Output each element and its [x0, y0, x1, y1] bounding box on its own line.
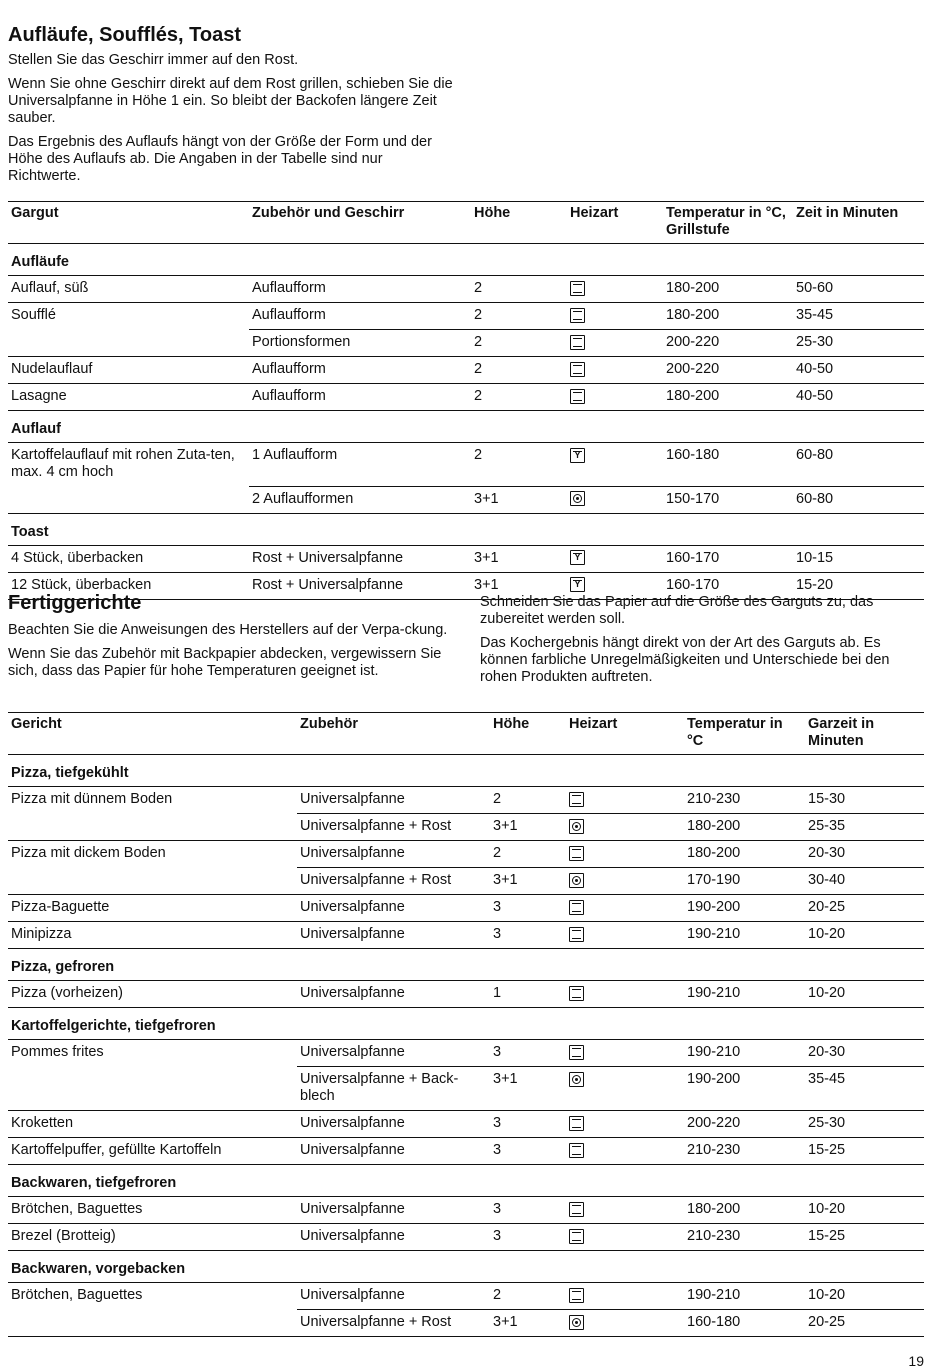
- table-cell: 3: [490, 895, 566, 922]
- table-cell: 15-30: [805, 787, 924, 814]
- heating-mode-cell: [566, 841, 684, 868]
- table-cell: Universalpfanne + Rost: [297, 814, 490, 841]
- heating-mode-cell: [566, 1138, 684, 1165]
- table-cell: 190-210: [684, 981, 805, 1008]
- heating-mode-cell: [566, 1224, 684, 1251]
- column-header: Garzeit in Minuten: [808, 716, 875, 749]
- top-bottom-heat-icon: [569, 1202, 584, 1217]
- top-bottom-heat-icon: [569, 900, 584, 915]
- table-cell: 150-170: [663, 486, 793, 513]
- circulating-grill-icon: [570, 577, 585, 592]
- table-cell: 190-210: [684, 1040, 805, 1067]
- table-cell: Minipizza: [8, 922, 297, 949]
- table-cell: Brezel (Brotteig): [8, 1224, 297, 1251]
- table-cell: [8, 1310, 297, 1337]
- table-cell: 200-220: [684, 1111, 805, 1138]
- table-cell: Universalpfanne: [297, 895, 490, 922]
- table-cell: 200-220: [663, 357, 793, 384]
- table-cell: 210-230: [684, 787, 805, 814]
- table-row: [8, 895, 924, 922]
- table-row: [8, 545, 924, 572]
- table-cell: 35-45: [793, 303, 924, 330]
- table-cell: 160-170: [663, 572, 793, 599]
- table-cell: 60-80: [793, 486, 924, 513]
- table-cell: 160-180: [684, 1310, 805, 1337]
- table-row: [8, 868, 924, 895]
- table-row: [8, 330, 924, 357]
- table-header-row: [8, 202, 924, 244]
- table-cell: Soufflé: [8, 303, 249, 330]
- heating-mode-cell: [566, 1283, 684, 1310]
- table-header-row: [8, 713, 924, 755]
- section1-title: Aufläufe, Soufflés, Toast: [8, 24, 241, 46]
- table-cell: 2: [471, 384, 567, 411]
- table-cell: 3: [490, 1111, 566, 1138]
- table-cell: 20-25: [805, 1310, 924, 1337]
- table-cell: Kartoffelauflauf mit rohen Zuta-ten, max. 4 cm hoch: [8, 443, 249, 487]
- top-bottom-heat-icon: [569, 927, 584, 942]
- table-cell: Brötchen, Baguettes: [8, 1283, 297, 1310]
- heating-mode-cell: [566, 1111, 684, 1138]
- table-cell: Universalpfanne: [297, 922, 490, 949]
- table-cell: 12 Stück, überbacken: [8, 572, 249, 599]
- table-row: [8, 1197, 924, 1224]
- table-row: [8, 1067, 924, 1111]
- table-cell: 190-200: [684, 1067, 805, 1111]
- table-cell: 210-230: [684, 1138, 805, 1165]
- table-cell: 20-30: [805, 1040, 924, 1067]
- table-row: [8, 841, 924, 868]
- heating-mode-cell: [567, 357, 663, 384]
- table-cell: 10-20: [805, 922, 924, 949]
- table-cell: 190-210: [684, 1283, 805, 1310]
- heating-mode-cell: [566, 1197, 684, 1224]
- table-section-heading: [8, 755, 924, 787]
- table-cell: 180-200: [684, 1197, 805, 1224]
- heating-mode-cell: [567, 330, 663, 357]
- table-cell: Universalpfanne: [297, 1197, 490, 1224]
- table-row: [8, 1310, 924, 1337]
- table-cell: 3: [490, 1040, 566, 1067]
- table-cell: 3+1: [471, 486, 567, 513]
- column-header: Höhe: [493, 716, 530, 732]
- table-cell: Auflaufform: [249, 384, 471, 411]
- top-bottom-heat-icon: [570, 389, 585, 404]
- table-cell: 10-20: [805, 1283, 924, 1310]
- table-cell: [8, 330, 249, 357]
- column-header: Höhe: [474, 205, 511, 221]
- table-cell: 50-60: [793, 276, 924, 303]
- table-cell: 160-180: [663, 443, 793, 487]
- table-cell: Lasagne: [8, 384, 249, 411]
- table-cell: 3+1: [490, 1310, 566, 1337]
- table-cell: 3+1: [490, 868, 566, 895]
- heating-mode-cell: [567, 443, 663, 487]
- section2-right-text: [480, 594, 924, 693]
- table-cell: Auflauf, süß: [8, 276, 249, 303]
- section1-paragraph: Stellen Sie das Geschirr immer auf den Rost.: [8, 52, 299, 68]
- heating-mode-cell: [567, 545, 663, 572]
- section-label: Backwaren, vorgebacken: [8, 1251, 924, 1283]
- table-cell: Universalpfanne: [297, 981, 490, 1008]
- table-cell: [8, 486, 249, 513]
- table-row: [8, 814, 924, 841]
- top-bottom-heat-icon: [570, 335, 585, 350]
- table-cell: 10-20: [805, 981, 924, 1008]
- circulating-grill-icon: [570, 550, 585, 565]
- table-row: [8, 1138, 924, 1165]
- section-label: Toast: [8, 513, 924, 545]
- column-header: Zubehör: [300, 716, 358, 732]
- column-header: Gericht: [11, 716, 62, 732]
- top-bottom-heat-icon: [569, 1045, 584, 1060]
- heating-mode-cell: [567, 303, 663, 330]
- table-cell: Pizza mit dickem Boden: [8, 841, 297, 868]
- table-cell: Universalpfanne: [297, 1138, 490, 1165]
- table-cell: 2: [490, 1283, 566, 1310]
- top-bottom-heat-icon: [569, 1229, 584, 1244]
- table-cell: 180-200: [684, 814, 805, 841]
- section-label: Backwaren, tiefgefroren: [8, 1165, 924, 1197]
- top-bottom-heat-icon: [570, 362, 585, 377]
- table-cell: Kroketten: [8, 1111, 297, 1138]
- table-cell: 190-200: [684, 895, 805, 922]
- table-cell: Universalpfanne + Rost: [297, 1310, 490, 1337]
- table-cell: 2: [471, 303, 567, 330]
- table-cell: 1 Auflaufform: [249, 443, 471, 487]
- top-bottom-heat-icon: [569, 792, 584, 807]
- section2-paragraph: Wenn Sie das Zubehör mit Backpapier abdecken, vergewissern Sie sich, dass das Papier für hohe Temperaturen geeignet ist.: [8, 646, 442, 679]
- table-cell: Universalpfanne + Back-blech: [297, 1067, 490, 1111]
- table-cell: Universalpfanne: [297, 1224, 490, 1251]
- column-header: Zeit in Minuten: [796, 205, 899, 221]
- table-cell: 180-200: [684, 841, 805, 868]
- section-label: Pizza, tiefgekühlt: [11, 765, 129, 781]
- table-cell: Rost + Universalpfanne: [249, 545, 471, 572]
- table-row: [8, 1040, 924, 1067]
- table-section-heading: [8, 1008, 924, 1040]
- hot-air-icon: [569, 819, 584, 834]
- table-cell: 3+1: [490, 1067, 566, 1111]
- column-header: Zubehör und Geschirr: [252, 205, 405, 221]
- table-cell: 4 Stück, überbacken: [8, 545, 249, 572]
- table-cell: 200-220: [663, 330, 793, 357]
- section2-left-text: [8, 622, 452, 687]
- table-cell: Pizza-Baguette: [8, 895, 297, 922]
- section2-title: Fertiggerichte: [8, 592, 142, 614]
- table-cell: [8, 1067, 297, 1111]
- table-cell: Auflaufform: [249, 303, 471, 330]
- table-cell: Universalpfanne: [297, 787, 490, 814]
- table-cell: 2: [471, 330, 567, 357]
- top-bottom-heat-icon: [569, 1116, 584, 1131]
- table-row: [8, 357, 924, 384]
- column-header: Temperatur in °C: [687, 716, 783, 749]
- table-cell: 3+1: [471, 545, 567, 572]
- hot-air-icon: [569, 1072, 584, 1087]
- table-cell: 25-30: [793, 330, 924, 357]
- table-cell: Nudelauflauf: [8, 357, 249, 384]
- heating-mode-cell: [566, 1067, 684, 1111]
- table-cell: 160-170: [663, 545, 793, 572]
- table-cell: Auflaufform: [249, 357, 471, 384]
- section-label: Auflauf: [8, 411, 924, 443]
- table-section-heading: [8, 513, 924, 545]
- table-cell: Pizza mit dünnem Boden: [8, 787, 297, 814]
- table-cell: 2 Auflaufformen: [249, 486, 471, 513]
- hot-air-icon: [570, 491, 585, 506]
- heating-mode-cell: [566, 814, 684, 841]
- table-cell: 25-30: [805, 1111, 924, 1138]
- table-cell: 210-230: [684, 1224, 805, 1251]
- table-cell: Pizza (vorheizen): [8, 981, 297, 1008]
- table-row: [8, 486, 924, 513]
- table-row: [8, 384, 924, 411]
- column-header: Heizart: [570, 205, 619, 221]
- table-cell: 3+1: [490, 814, 566, 841]
- table-cell: 180-200: [663, 303, 793, 330]
- table-cell: 3+1: [471, 572, 567, 599]
- table-cell: Universalpfanne: [297, 841, 490, 868]
- table-cell: 20-25: [805, 895, 924, 922]
- table-cell: Rost + Universalpfanne: [249, 572, 471, 599]
- table-cell: Pommes frites: [8, 1040, 297, 1067]
- section-label: Pizza, gefroren: [8, 949, 924, 981]
- heating-mode-cell: [566, 1310, 684, 1337]
- heating-mode-cell: [567, 384, 663, 411]
- top-bottom-heat-icon: [570, 308, 585, 323]
- heating-mode-cell: [566, 981, 684, 1008]
- heating-mode-cell: [566, 922, 684, 949]
- table-cell: 3: [490, 1138, 566, 1165]
- table-cell: 15-25: [805, 1224, 924, 1251]
- heating-mode-cell: [567, 486, 663, 513]
- table-cell: 3: [490, 1197, 566, 1224]
- table-cell: Kartoffelpuffer, gefüllte Kartoffeln: [8, 1138, 297, 1165]
- table-cell: 25-35: [805, 814, 924, 841]
- table-cell: Universalpfanne + Rost: [297, 868, 490, 895]
- table-cell: 1: [490, 981, 566, 1008]
- table-section-heading: [8, 1251, 924, 1283]
- table-cell: 40-50: [793, 384, 924, 411]
- table-section-heading: [8, 411, 924, 443]
- table-cell: 15-25: [805, 1138, 924, 1165]
- table-cell: 180-200: [663, 276, 793, 303]
- heating-mode-cell: [566, 895, 684, 922]
- table-cell: Portionsformen: [249, 330, 471, 357]
- table-cell: 2: [490, 841, 566, 868]
- table-cell: 180-200: [663, 384, 793, 411]
- table-row: [8, 981, 924, 1008]
- table-cell: 190-210: [684, 922, 805, 949]
- section2-paragraph: Schneiden Sie das Papier auf die Größe des Garguts zu, das zubereitet werden soll.: [480, 594, 874, 627]
- table-cell: 170-190: [684, 868, 805, 895]
- heating-mode-cell: [567, 276, 663, 303]
- top-bottom-heat-icon: [569, 1288, 584, 1303]
- section1-paragraph: Das Ergebnis des Auflaufs hängt von der Größe der Form und der Höhe des Auflaufs ab. Die Angaben in der Tabelle sind nur Richtwerte.: [8, 134, 432, 184]
- section1-paragraph: Wenn Sie ohne Geschirr direkt auf dem Rost grillen, schieben Sie die Universalpfanne in Höhe 1 ein. So bleibt der Backofen längere Zeit sauber.: [8, 76, 453, 126]
- table-row: [8, 443, 924, 487]
- table-cell: 2: [471, 276, 567, 303]
- column-header: Heizart: [569, 716, 618, 732]
- table-cell: 2: [490, 787, 566, 814]
- table-cell: 20-30: [805, 841, 924, 868]
- table-cell: Universalpfanne: [297, 1040, 490, 1067]
- souffle-table: [8, 201, 924, 600]
- fertiggerichte-table: [8, 712, 924, 1337]
- section2-paragraph: Beachten Sie die Anweisungen des Herstellers auf der Verpa-ckung.: [8, 622, 448, 638]
- table-cell: [8, 868, 297, 895]
- table-cell: Brötchen, Baguettes: [8, 1197, 297, 1224]
- top-bottom-heat-icon: [569, 846, 584, 861]
- hot-air-icon: [569, 1315, 584, 1330]
- table-cell: 60-80: [793, 443, 924, 487]
- table-row: [8, 303, 924, 330]
- table-row: [8, 276, 924, 303]
- table-row: [8, 1283, 924, 1310]
- table-cell: Universalpfanne: [297, 1283, 490, 1310]
- top-bottom-heat-icon: [569, 986, 584, 1001]
- heating-mode-cell: [566, 1040, 684, 1067]
- table-cell: 2: [471, 357, 567, 384]
- table-cell: 30-40: [805, 868, 924, 895]
- table-cell: 3: [490, 922, 566, 949]
- table-row: [8, 1224, 924, 1251]
- heating-mode-cell: [566, 787, 684, 814]
- section-label: Aufläufe: [11, 254, 69, 270]
- section1-intro: [8, 52, 458, 192]
- table-cell: Auflaufform: [249, 276, 471, 303]
- section-label: Kartoffelgerichte, tiefgefroren: [8, 1008, 924, 1040]
- column-header: Gargut: [11, 205, 59, 221]
- section2-paragraph: Das Kochergebnis hängt direkt von der Art des Garguts ab. Es können farbliche Unregelmäßigkeiten und Unterschiede bei den rohen Produkten auftreten.: [480, 635, 890, 685]
- table-cell: [8, 814, 297, 841]
- page-number: 19: [908, 1353, 924, 1369]
- table-cell: 35-45: [805, 1067, 924, 1111]
- table-cell: 2: [471, 443, 567, 487]
- table-section-heading: [8, 949, 924, 981]
- table-cell: Universalpfanne: [297, 1111, 490, 1138]
- table-section-heading: [8, 244, 924, 276]
- table-row: [8, 787, 924, 814]
- table-cell: 40-50: [793, 357, 924, 384]
- table-section-heading: [8, 1165, 924, 1197]
- top-bottom-heat-icon: [570, 281, 585, 296]
- top-bottom-heat-icon: [569, 1143, 584, 1158]
- table-row: [8, 922, 924, 949]
- circulating-grill-icon: [570, 448, 585, 463]
- hot-air-icon: [569, 873, 584, 888]
- table-cell: 3: [490, 1224, 566, 1251]
- column-header: Temperatur in °C, Grillstufe: [666, 205, 786, 238]
- table-cell: 15-20: [793, 572, 924, 599]
- table-cell: 10-20: [805, 1197, 924, 1224]
- table-cell: 10-15: [793, 545, 924, 572]
- table-row: [8, 1111, 924, 1138]
- heating-mode-cell: [566, 868, 684, 895]
